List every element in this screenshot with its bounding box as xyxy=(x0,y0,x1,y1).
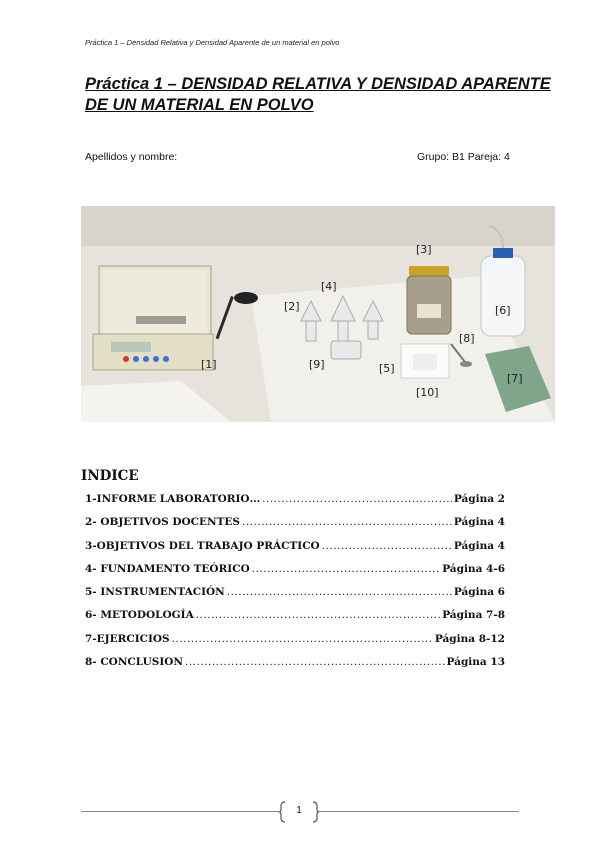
toc-item-label: 5- INSTRUMENTACIÓN xyxy=(85,586,225,599)
toc-item-label: 6- METODOLOGÍA xyxy=(85,609,194,622)
lab-equipment-photo xyxy=(81,206,555,422)
toc-item-page: Página 6 xyxy=(453,586,505,599)
photo-label-9: [9] xyxy=(309,358,325,371)
running-header: Práctica 1 – Densidad Relativa y Densidad Aparente de un material en polvo xyxy=(85,38,340,47)
toc-item-label: 3-OBJETIVOS DEL TRABAJO PRÁCTICO xyxy=(85,539,320,552)
toc-leader xyxy=(227,586,452,598)
student-name-label: Apellidos y nombre: xyxy=(85,151,178,163)
toc-item[interactable] xyxy=(85,516,505,539)
toc-item-page: Página 13 xyxy=(446,656,505,669)
photo-label-5: [5] xyxy=(379,362,395,375)
photo-label-6: [6] xyxy=(495,304,511,317)
photo-label-1: [1] xyxy=(201,358,217,371)
index-heading: INDICE xyxy=(81,468,139,484)
toc-item-label: 8- CONCLUSION xyxy=(85,656,183,669)
toc-item-page: Página 4 xyxy=(453,516,505,529)
toc-item[interactable] xyxy=(85,586,505,609)
photo-label-10: [10] xyxy=(416,386,439,399)
toc-leader xyxy=(262,493,452,505)
photo-label-2: [2] xyxy=(284,300,300,313)
toc-item[interactable] xyxy=(85,563,505,586)
toc-leader xyxy=(185,656,445,668)
photo-label-7: [7] xyxy=(507,372,523,385)
photo-label-4: [4] xyxy=(321,280,337,293)
powder-jar-illustration xyxy=(407,266,451,334)
balance-illustration xyxy=(93,266,213,370)
group-info: Grupo: B1 Pareja: 4 xyxy=(417,151,510,163)
toc-item[interactable] xyxy=(85,493,505,516)
footer-rule-right xyxy=(319,811,519,812)
photo-label-3: [3] xyxy=(416,243,432,256)
footer-rule-left xyxy=(81,811,279,812)
toc-item[interactable] xyxy=(85,656,505,679)
toc-leader xyxy=(242,516,452,528)
photo-label-8: [8] xyxy=(459,332,475,345)
toc-item-label: 7-EJERCICIOS xyxy=(85,632,170,645)
document-title: Práctica 1 – DENSIDAD RELATIVA Y DENSIDAD APARENTE DE UN MATERIAL EN POLVO xyxy=(85,75,551,114)
toc-item-page: Página 2 xyxy=(453,493,505,505)
page-number: 1 xyxy=(296,805,302,816)
toc-item-page: Página 4 xyxy=(453,539,505,552)
toc-item[interactable] xyxy=(85,633,505,656)
toc-leader xyxy=(252,563,440,575)
table-of-contents xyxy=(85,493,505,679)
toc-item[interactable] xyxy=(85,609,505,632)
toc-item-label: 1-INFORME LABORATORIO… xyxy=(85,493,261,505)
toc-item-page: Página 8-12 xyxy=(434,632,505,645)
toc-leader xyxy=(172,633,433,645)
toc-leader xyxy=(322,540,452,552)
page-number-box xyxy=(279,801,319,823)
toc-item-page: Página 7-8 xyxy=(442,609,505,622)
toc-item-label: 4- FUNDAMENTO TEÓRICO xyxy=(85,562,250,575)
toc-item[interactable] xyxy=(85,540,505,563)
toc-item-label: 2- OBJETIVOS DOCENTES xyxy=(85,516,240,529)
toc-item-page: Página 4-6 xyxy=(442,562,505,575)
toc-leader xyxy=(196,609,440,621)
